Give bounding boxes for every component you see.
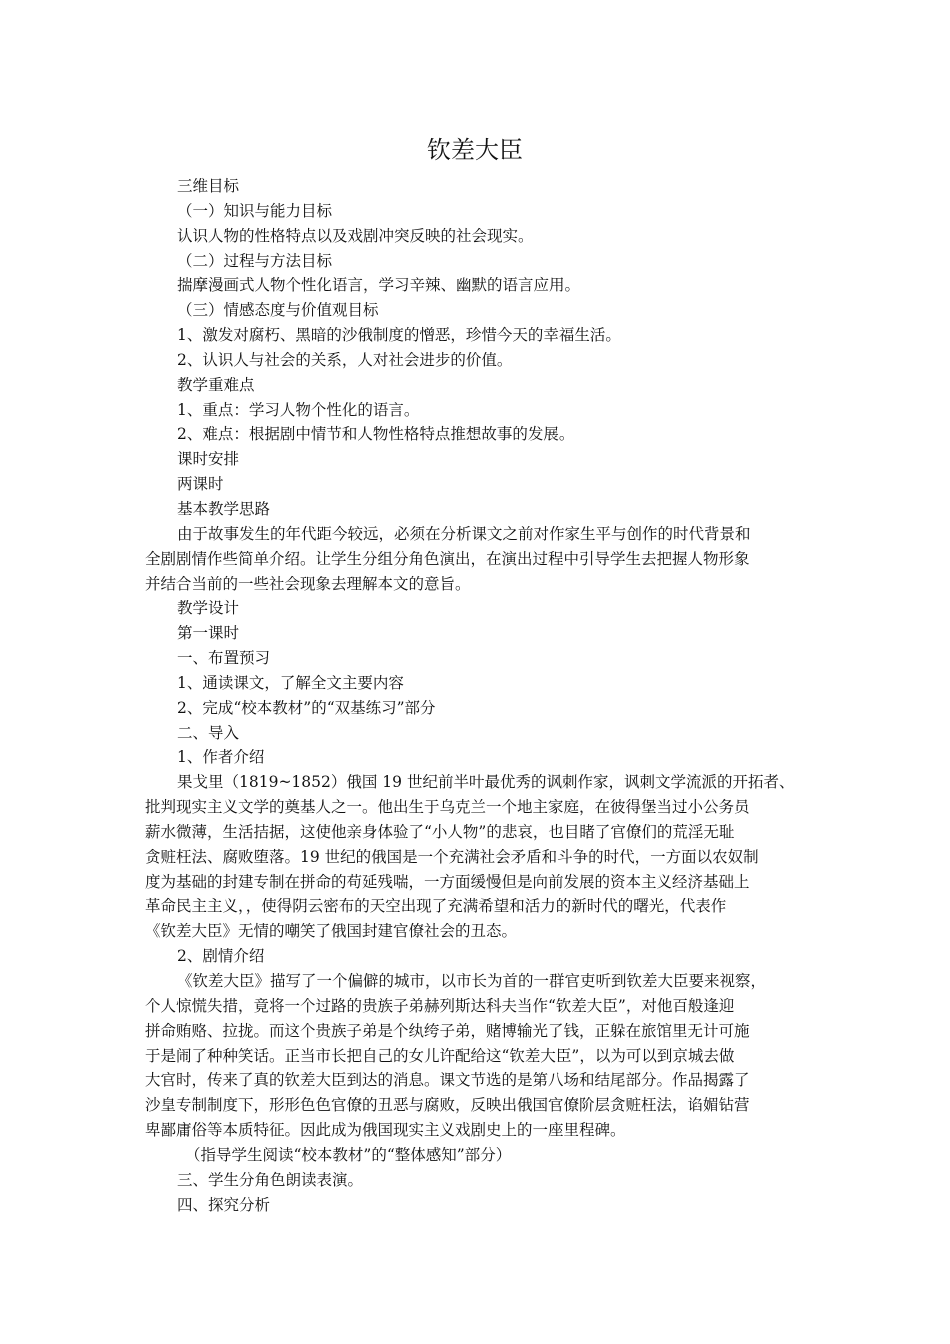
text-line: 1、作者介绍: [177, 748, 265, 767]
text-line: 《钦差大臣》无情的嘲笑了俄国封建官僚社会的丑态。: [145, 922, 518, 941]
text-line: 薪水微薄，生活拮据，这使他亲身体验了“小人物”的悲哀，也目睹了官僚们的荒淫无耻: [145, 822, 735, 841]
text-line: 2、完成“校本教材”的“双基练习”部分: [177, 698, 436, 717]
text-line: 批判现实主义文学的奠基人之一。他出生于乌克兰一个地主家庭，在彼得堡当过小公务员: [145, 798, 750, 817]
text-line: （三）情感态度与价值观目标: [177, 301, 379, 320]
text-line: （一）知识与能力目标: [177, 201, 333, 220]
text-line: 贪赃枉法、腐败堕落。19 世纪的俄国是一个充满社会矛盾和斗争的时代，一方面以农奴制: [145, 847, 759, 866]
text-line: 1、激发对腐朽、黑暗的沙俄制度的憎恶，珍惜今天的幸福生活。: [177, 326, 621, 345]
text-line: 两课时: [177, 475, 224, 494]
text-line: 并结合当前的一些社会现象去理解本文的意旨。: [145, 574, 471, 593]
document-title: 钦差大臣: [427, 136, 523, 164]
text-line: 个人惊慌失措，竟将一个过路的贵族子弟赫列斯达科夫当作“钦差大臣”，对他百般逢迎: [145, 996, 735, 1015]
text-line: 革命民主主义，，使得阴云密布的天空出现了充满希望和活力的新时代的曙光，代表作: [145, 897, 727, 916]
text-line: 果戈里（1819~1852）俄国 19 世纪前半叶最优秀的讽刺作家，讽刺文学流派的开拓者、: [177, 773, 795, 792]
text-line: 《钦差大臣》描写了一个偏僻的城市，以市长为首的一群官吏听到钦差大臣要来视察，: [177, 972, 767, 990]
text-line: 拼命贿赂、拉拢。而这个贵族子弟是个纨绔子弟，赌博输光了钱，正躲在旅馆里无计可施: [145, 1021, 750, 1040]
text-line: 三维目标: [177, 177, 240, 195]
text-line: 第一课时: [177, 624, 240, 643]
text-line: 1、重点：学习人物个性化的语言。: [177, 400, 420, 419]
document-body: [145, 174, 817, 1217]
text-line: 卑鄙庸俗等本质特征。因此成为俄国现实主义戏剧史上的一座里程碑。: [145, 1121, 626, 1140]
text-line: 2、剧情介绍: [177, 947, 265, 966]
text-line: （二）过程与方法目标: [177, 251, 333, 270]
text-line: 2、难点：根据剧中情节和人物性格特点推想故事的发展。: [177, 425, 575, 444]
text-line: 沙皇专制制度下，形形色色官僚的丑恶与腐败，反映出俄国官僚阶层贪赃枉法，谄媚钻营: [145, 1096, 750, 1115]
text-line: 教学设计: [177, 599, 240, 618]
text-line: （指导学生阅读“校本教材”的“整体感知”部分）: [185, 1145, 512, 1164]
text-line: 2、认识人与社会的关系，人对社会进步的价值。: [177, 350, 513, 369]
text-line: 度为基础的封建专制在拼命的苟延残喘，一方面缓慢但是向前发展的资本主义经济基础上: [145, 872, 750, 891]
text-line: 四、探究分析: [177, 1195, 271, 1214]
text-line: 于是闹了种种笑话。正当市长把自己的女儿许配给这“钦差大臣”，以为可以到京城去做: [145, 1046, 735, 1065]
text-line: 由于故事发生的年代距今较远，必须在分析课文之前对作家生平与创作的时代背景和: [177, 524, 751, 543]
text-line: 基本教学思路: [177, 499, 271, 518]
text-line: 课时安排: [177, 450, 240, 469]
text-line: 教学重难点: [177, 375, 255, 394]
text-line: 认识人物的性格特点以及戏剧冲突反映的社会现实。: [177, 226, 534, 245]
text-line: 大官时，传来了真的钦差大臣到达的消息。课文节选的是第八场和结尾部分。作品揭露了: [145, 1071, 750, 1090]
text-line: 二、导入: [177, 723, 240, 742]
text-line: 一、布置预习: [177, 649, 271, 668]
text-line: 全剧剧情作些简单介绍。让学生分组分角色演出，在演出过程中引导学生去把握人物形象: [145, 549, 750, 568]
text-line: 三、学生分角色朗读表演。: [177, 1170, 364, 1189]
text-line: 1、通读课文，了解全文主要内容: [177, 673, 404, 692]
text-line: 揣摩漫画式人物个性化语言，学习辛辣、幽默的语言应用。: [177, 276, 581, 295]
